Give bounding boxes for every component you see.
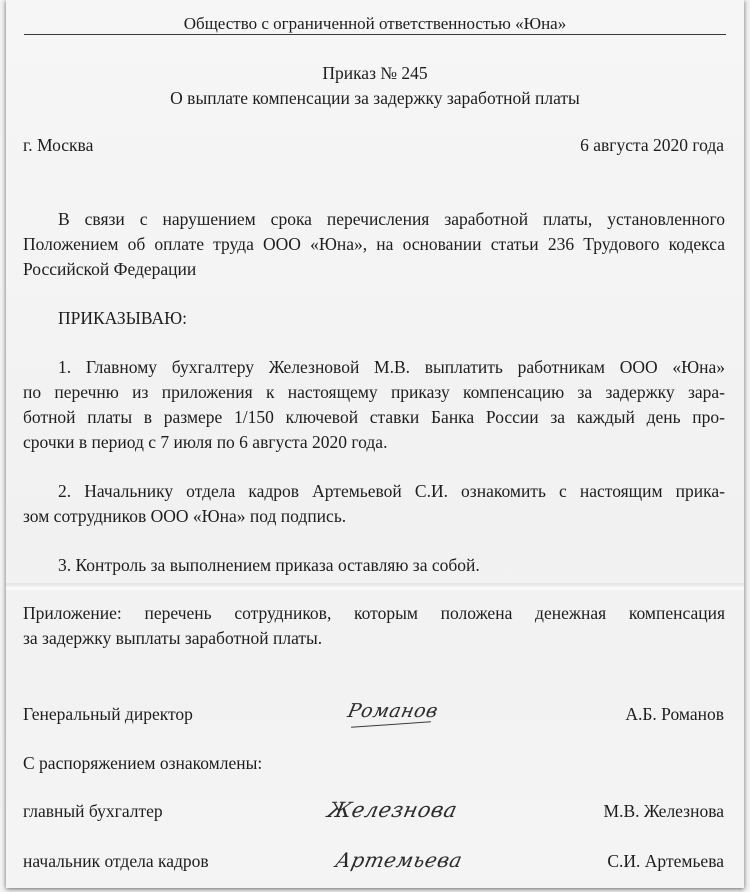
- preamble-line-1: В связи с нарушением срока перечисления заработной платы, установленного: [58, 209, 725, 229]
- paper-fold: [6, 583, 744, 591]
- acknowledged-label: С распоряжением ознакомлены:: [23, 753, 263, 773]
- item-1-line-2: по перечню из приложения к настоящему приказу компенсацию за задержку зара-: [23, 382, 725, 402]
- accountant-role: главный бухгалтер: [23, 801, 163, 821]
- document-sheet: [6, 0, 744, 888]
- director-signature-stroke: [351, 721, 431, 728]
- preamble-line-3: Российской Федерации: [23, 259, 197, 279]
- organization-name: Общество с ограниченной ответственностью «Юна»: [183, 14, 567, 33]
- accountant-name: М.В. Железнова: [603, 801, 724, 821]
- order-title: О выплате компенсации за задержку заработной платы: [170, 88, 580, 108]
- header-divider: [24, 34, 726, 35]
- item-3-line-1: 3. Контроль за выполнением приказа оставляю за собой.: [58, 555, 480, 575]
- appendix-line-1: Приложение: перечень сотрудников, которым положена денежная компенсация: [23, 603, 725, 623]
- item-1-line-1: 1. Главному бухгалтеру Железновой М.В. выплатить работникам ООО «Юна»: [58, 357, 725, 377]
- hr-head-role: начальник отдела кадров: [23, 851, 209, 871]
- item-1-line-3: ботной платы в размере 1/150 ключевой ставки Банка России за каждый день про-: [23, 407, 725, 427]
- director-name: А.Б. Романов: [625, 704, 724, 724]
- director-signature: Романов: [345, 700, 441, 722]
- item-2-line-1: 2. Начальнику отдела кадров Артемьевой С.И. ознакомить с настоящим прика-: [58, 481, 725, 501]
- director-role: Генеральный директор: [23, 704, 193, 724]
- hr-head-signature: Артемьева: [333, 848, 465, 872]
- order-city: г. Москва: [23, 135, 94, 155]
- order-word: ПРИКАЗЫВАЮ:: [58, 308, 187, 328]
- appendix-line-2: за задержку выплаты заработной платы.: [23, 628, 323, 648]
- item-1-line-4: срочки в период с 7 июля по 6 августа 2020 года.: [23, 432, 388, 452]
- order-number: Приказ № 245: [322, 63, 428, 83]
- preamble-line-2: Положением об оплате труда ООО «Юна», на основании статьи 236 Трудового кодекса: [23, 234, 725, 254]
- hr-head-name: С.И. Артемьева: [607, 851, 724, 871]
- accountant-signature: Железнова: [325, 798, 460, 822]
- order-date: 6 августа 2020 года: [580, 135, 724, 155]
- item-2-line-2: зом сотрудников ООО «Юна» под подпись.: [23, 506, 347, 526]
